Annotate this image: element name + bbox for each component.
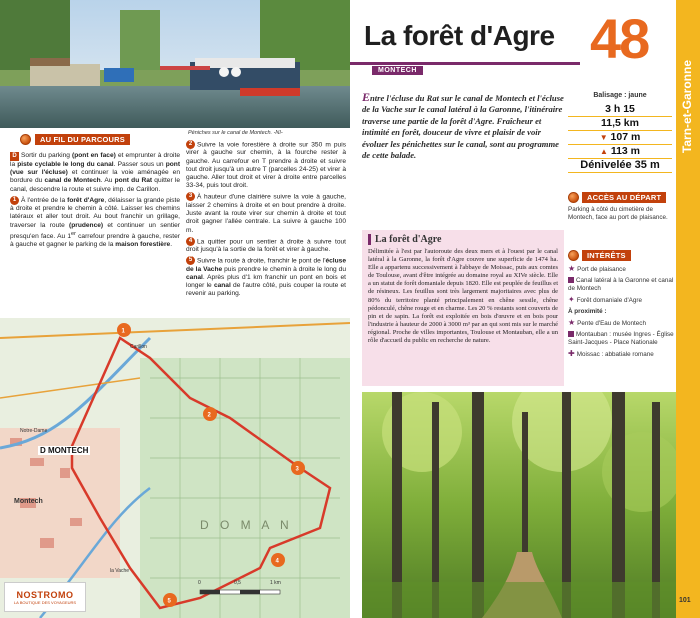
page-subtitle: MONTECH: [372, 66, 423, 75]
box-text: Délimitée à l'est par l'autoroute des deux mers et à l'ouest par le canal latéral à la Garonne, la forêt d'Agre couvre une superficie de 1474 ha. Elle a appartenu successivement à l'abbaye de Moissac, puis aux comtes de Toulouse, avant d'être intégrée au domaine royal au XIVe siècle. Elle a un statut de forêt domaniale depuis 1820. Elle est peuplée de feuillus et de résineux. Les feuillus sont très largement majoritaires avec plus de 80% du territoire planté principalement en chêne sessile, chêne pédonculé, chêne rouge et en charme. Les 20 % restants sont couverts de pin et de sapin. La forêt est exploitée en bois d'œuvre et en bois pour l'industrie à hauteur de 2000 à 3000 m³ par an qui sont mis sur le marché régional. Proche de villes importantes, Toulouse et Montauban, elle a un rôle d'accueil du public en recherche de nature.: [368, 248, 558, 345]
distance-value: 11,5 km: [601, 117, 639, 129]
orange-ball-icon: [568, 250, 579, 261]
elevation-value: Dénivelée 35 m: [580, 159, 660, 171]
step-marker: 4: [186, 237, 195, 246]
star-icon: ★: [568, 264, 576, 273]
church-icon: ✚: [568, 349, 575, 358]
step-marker: 3: [186, 192, 195, 201]
marking-label: Balisage : jaune: [593, 92, 647, 99]
museum-icon: [568, 331, 574, 337]
route-step-1: [10, 196, 180, 250]
step-text: À l'entrée de la forêt d'Agre, délaisser la grande piste à droite et prendre le chemin à côté. Laisser les chemins latéraux et aller tout droit. Au bout franchir un grillage, traverser la route (prudence) et continuer un sentier presqu'en face. Au 1er carrefour prendre à gauche, rester à gauche et gagner le parking de la maison forestière.: [10, 197, 180, 249]
photo-caption: Péniches sur le canal de Montech. -NI-: [188, 130, 283, 136]
map-scale-half: 0,5: [234, 580, 241, 586]
page-number: 101: [679, 597, 691, 604]
high-point: [568, 145, 672, 159]
info-panel: [568, 92, 672, 173]
high-value: 113 m: [610, 145, 641, 157]
nearby-label: À proximité :: [568, 308, 607, 315]
nearby-item: Montauban : musée Ingres - Église Saint-Jacques - Place Nationale: [568, 331, 674, 346]
step-text: Suivre la voie forestière à droite sur 350 m puis virer à gauche sur chemin, à la fourche rester à gauche. Au carrefour en T prendre à droite et suivre tout droit jusqu'à un autre T (parcelles 24-25) et virer à gauche. Aller tout droit et virer à droite entre parcelles 33-34, puis tout droit.: [186, 141, 346, 190]
interest-item: ✦ Forêt domaniale d'Agre: [568, 295, 642, 304]
route-section-title: AU FIL DU PARCOURS: [35, 134, 130, 145]
map-start-label: [38, 446, 90, 455]
page-title: La forêt d'Agre: [364, 20, 555, 51]
logo-line1: NOSTROMO: [16, 589, 74, 600]
low-point: [568, 131, 672, 145]
step-marker: 1: [10, 196, 19, 205]
forest-info-box: [362, 230, 564, 386]
intro-body: ntre l'écluse du Rat sur le canal de Montech et l'écluse de la Vache sur le canal latéral à la Garonne, l'itinéraire traverse une partie de la forêt d'Agre. Fraîcheur et intimité en forêt, douceur de vivre et plaisir de voir évoluer les pénichettes sur le canal, sont au programme de cette balade.: [362, 93, 564, 161]
route-step-5: [186, 256, 346, 298]
interests-section: [568, 250, 674, 362]
svg-text:5: 5: [167, 598, 171, 605]
map-place-notredame: Notre-Dame: [20, 428, 48, 434]
distance: [568, 117, 672, 131]
map-scale-0: 0: [198, 580, 201, 586]
step-text: Sortir du parking (pont en face) et emprunter à droite la piste cyclable le long du canal. Passer sous un pont (vue sur l'écluse) et continuer la voie aménagée en bordure du canal de Montech. Au pont du Rat quitter le canal, descendre la route et suivre imp. de Carillon.: [10, 152, 181, 193]
route-map: [0, 318, 350, 618]
route-step-2: [186, 140, 346, 190]
canal-photo: [0, 0, 350, 128]
nearby-item: ✚ Moissac : abbatiale romane: [568, 349, 654, 358]
step-text: À hauteur d'une clairière suivre la voie à gauche, laisser 2 chemins à droite et en bout prendre à droite. Juste avant la route virer sur chemin à droite et tout droit gagner l'allée centrale. La suivre à gauche 100 m.: [186, 193, 346, 234]
route-column-1: [10, 152, 180, 251]
route-column-2: [186, 140, 346, 301]
canal-icon: [568, 277, 574, 283]
duration-value: 3 h 15: [605, 103, 635, 115]
map-scale-1km: 1 km: [270, 580, 281, 586]
access-title: ACCÈS AU DÉPART: [582, 192, 666, 203]
map-place-montech: Montech: [14, 498, 43, 505]
map-place-domaine: D O M A N: [200, 518, 293, 532]
walk-number: 48: [590, 7, 649, 70]
route-step-4: [186, 237, 346, 255]
elevation: [568, 159, 672, 173]
access-section: [568, 192, 674, 222]
orange-ball-icon: [568, 192, 579, 203]
route-step-3: [186, 192, 346, 234]
star-icon: ★: [568, 318, 576, 327]
arrow-down-icon: ▼: [599, 133, 608, 142]
forest-photo: [362, 392, 676, 618]
interests-title: INTÉRÊTS: [582, 250, 631, 261]
right-page: [350, 0, 700, 618]
region-label: Tarn-et-Garonne: [680, 60, 694, 154]
box-title: La forêt d'Agre: [368, 234, 558, 245]
duration: [568, 103, 672, 117]
svg-text:1: 1: [121, 328, 125, 335]
step-text: Suivre la route à droite, franchir le pont de l'écluse de la Vache puis prendre le chemin à droite le long du canal. Après plus d'1 km franchir un pont en bois et longer le canal de l'autre côté, puis couper la route et revenir au parking.: [186, 257, 346, 298]
nearby-item: ★ Pente d'Eau de Montech: [568, 318, 646, 327]
orange-ball-icon: [20, 134, 31, 145]
interest-item: Canal latéral à la Garonne et canal de Montech: [568, 277, 674, 292]
map-place-vache: la Vache: [110, 568, 130, 574]
route-step-d: [10, 152, 180, 194]
intro-text: [362, 92, 564, 161]
route-section-header: [20, 134, 130, 145]
svg-text:4: 4: [275, 558, 279, 565]
svg-text:3: 3: [295, 466, 299, 473]
svg-text:2: 2: [207, 412, 211, 419]
tree-icon: ✦: [568, 295, 575, 304]
map-start-text: D MONTECH: [40, 446, 89, 455]
step-marker: 5: [186, 256, 195, 265]
nostromo-logo: [4, 582, 86, 612]
arrow-up-icon: ▲: [599, 147, 608, 156]
map-place-carillon: Carillon: [130, 344, 147, 350]
title-rule: [350, 62, 580, 65]
step-marker: 2: [186, 140, 195, 149]
low-value: 107 m: [610, 131, 641, 143]
step-marker: D: [10, 152, 19, 161]
intro-drop-cap: E: [362, 90, 371, 104]
logo-line2: LA BOUTIQUE DES VOYAGEURS: [13, 599, 77, 605]
access-text: Parking à côté du cimetière de Montech, face au port de plaisance.: [568, 206, 668, 221]
step-text: La quitter pour un sentier à droite à suivre tout droit jusqu'à la sortie de la forêt et virer à gauche.: [186, 237, 346, 254]
interest-item: ★ Port de plaisance: [568, 264, 626, 273]
